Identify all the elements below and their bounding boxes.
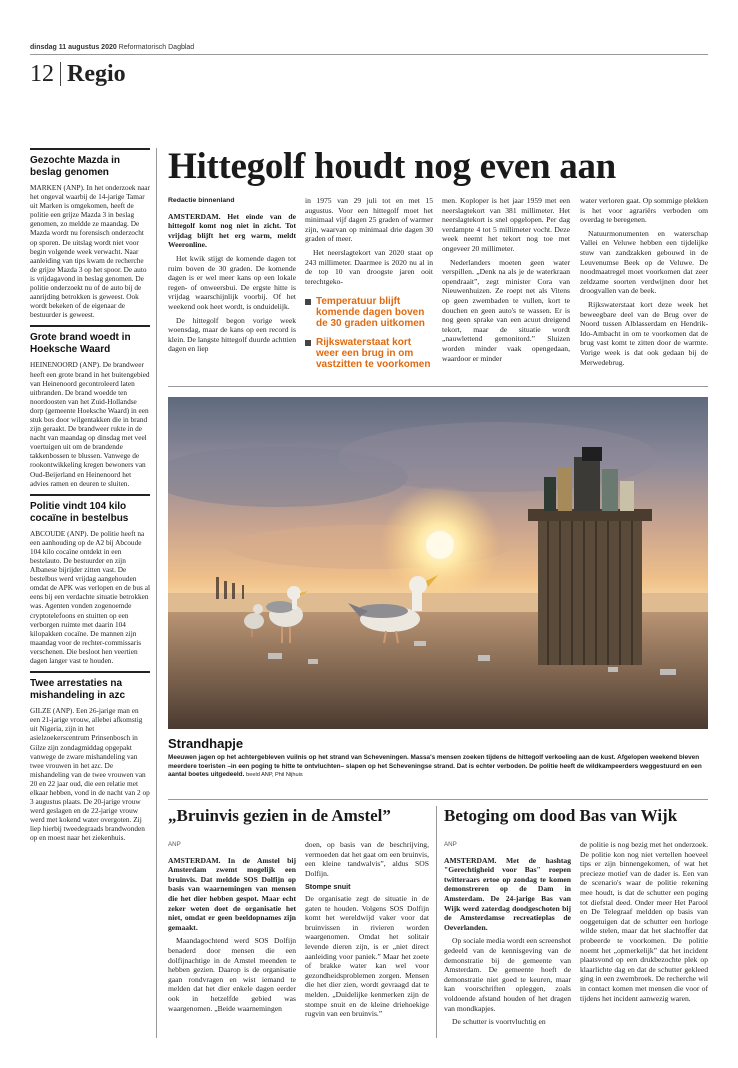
bottom-divider	[168, 799, 708, 800]
main-headline: Hittegolf houdt nog even aan	[168, 146, 616, 187]
bullet-square-icon	[305, 299, 311, 305]
article-column-2	[305, 196, 433, 378]
article-paragraph: Rijkswaterstaat kort deze week het beweegbare deel van de Brug over de Noord tussen Alblasserdam en Hendrik-Ido-Ambacht in om te voorkomen dat de brug vast komt te zitten door de warmte. Vorige week is dat ook gedaan bij de Merwedebrug.	[580, 299, 708, 367]
beach-photo	[168, 397, 708, 729]
kicker-text: Temperatuur blijft komende dagen boven de 30 graden uitkomen	[316, 296, 425, 330]
bruinvis-column-1	[168, 840, 296, 1017]
section-title: Regio	[67, 61, 126, 87]
issue-date: dinsdag 11 augustus 2020	[30, 44, 117, 51]
bas-column-1	[444, 840, 571, 1031]
kicker-text: Rijkswaterstaat kort weer een brug in om vastzitten te voorkomen	[316, 337, 431, 371]
brief-brand	[30, 325, 150, 487]
brief-body: HEINENOORD (ANP). De brandweer heeft een grote brand in het buitengebied van Heinenoord gecontroleerd laten uitbranden. De brand woedde ten noordoosten van het Zuid-Hollandse dorp (gemeente Hoeksche Waard) in een stuk bos door wilgentakken die in brand zijn geraakt. De brandweer rukte in de nacht van maandag op dinsdag met veel voertuigen uit om de brandende takkenbossen te blussen. Vanwege de rookontwikkeling kregen bewoners van Oud-Beijerland en Heinenoord het advies ramen en deuren te sluiten.	[30, 360, 150, 488]
article-lead: AMSTERDAM. Het einde van de hittegolf komt nog niet in zicht. Tot vrijdag blijft het erg warm, meldt Weeronline.	[168, 211, 296, 250]
kicker-quote	[305, 337, 433, 370]
page-heading	[30, 62, 126, 86]
article-paragraph: Maandagochtend werd SOS Dolfijn benaderd door mensen die een dolfijnachtige in de Amstel meenden te hebben gezien. Daarop is de organisatie gaan rondvragen en wist iemand te melden dat het dier enkele dagen eerder ook in hetzelfde gebied was waargenomen. „Beide waarnemingen	[168, 936, 296, 1013]
article-paragraph: De schutter is voortvluchtig en	[452, 1017, 546, 1027]
article-column-4	[580, 196, 708, 371]
caption-text: Meeuwen jagen op het achtergebleven vuilnis op het strand van Scheveningen. Massa's mensen zoeken tijdens de hittegolf verkoeling aan de kust. Afgelopen weekend bleven meerdere toeristen –in een poging te hitte te ontvluchten– slapen op het Scheveningse strand. Dat is echter verboden. De politie heeft de wildkampeerders weggestuurd en een aantal boetes uitgedeeld.	[168, 754, 702, 779]
story-divider	[436, 806, 437, 1038]
article-divider	[168, 386, 708, 387]
brief-mazda	[30, 148, 150, 319]
header-divider	[30, 54, 708, 55]
brief-title: Twee arrestaties na mishandeling in azc	[30, 678, 126, 702]
paper-name: Reformatorisch Dagblad	[118, 44, 195, 51]
brief-body: MARKEN (ANP). In het onderzoek naar het ongeval waarbij de 14-jarige Tamar uit Marken is omgekomen, heeft de politie een grijze Mazda 3 in beslag genomen, zo meldde ze maandag. De Mazda wordt nu forensisch onderzocht op sporen. De uitslag wordt niet voor begin volgende week verwacht. Naar aanleiding van tips kwam de recherche de grijze Mazda 3 op het spoor. De auto is vrijdagavond in beslag genomen. De politie onderzoekt nu of de auto bij de aanrijding betrokken is geweest. Ook wordt bekeken of de eigenaar de bestuurder is geweest.	[30, 183, 150, 320]
bruinvis-column-2	[305, 840, 429, 1023]
article-lead: AMSTERDAM. Met de hashtag "Gerechtigheid voor Bas" roepen twitteraars ertoe op zondag te komen demonstreren op de Dam in Amsterdam. De 24-jarige Bas van Wijk werd zaterdag doodgeschoten bij de Amsterdamse recreatieplas de Oeverlanden.	[444, 855, 571, 932]
article-lead: AMSTERDAM. In de Amstel bij Amsterdam zwemt mogelijk een bruinvis. Dat meldde SOS Dolfijn op basis van waarnemingen van mensen die het dier hebben gespot. Maar echt zeker weten doet de organisatie het niet, omdat er geen beeldopnames zijn gemaakt.	[168, 855, 296, 932]
source-label: ANP	[444, 841, 457, 848]
brief-body: GILZE (ANP). Een 26-jarige man en een 21-jarige vrouw, allebei afkomstig uit Nigeria, zijn in het asielzoekerscentrum Prinsenbosch in Gilze zijn zondagmiddag opgepakt vanwege de zware mishandeling van twee vrouwen in het azc. De mishandeling van de twee vrouwen van 20 en 22 jaar oud, die een relatie met elkaar hebben, vond in de nacht van 2 op 3 augustus plaats. De 20-jarige vrouw werd geslagen en de 22-jarige vrouw werd met kokend water overgoten. Zij liep hierbij tweedegraads brandwonden op en moest naar het ziekenhuis.	[30, 706, 150, 843]
news-briefs-sidebar	[30, 148, 157, 1038]
photo-caption	[168, 754, 708, 780]
brief-cocaine	[30, 494, 150, 665]
kicker-quote	[305, 296, 433, 329]
bruinvis-headline: „Bruinvis gezien in de Amstel”	[168, 806, 391, 825]
article-paragraph: De organisatie zegt de situatie in de gaten te houden. Volgens SOS Dolfijn komt het wereldwijd vaker voor dat bruinvissen in rivieren worden waargenomen. Omdat het solitair levende dieren zijn, is er „niet direct aanleiding voor paniek.” Maar het zoete of brakke water kan wel voor gezondheidsproblemen zorgen. Mensen die het dier zien, wordt gevraagd dat te melden. „Duidelijke kenmerken zijn de stompe snuit en de kleine driehoekige rugvin van een bruinvis.”	[305, 893, 429, 1019]
article-paragraph: water verloren gaat. Op sommige plekken is het voor agrariërs verboden om overdag te beregenen.	[580, 196, 708, 225]
brief-azc	[30, 671, 150, 842]
source-label: ANP	[168, 841, 181, 848]
article-paragraph: Het kwik stijgt de komende dagen tot ruim boven de 30 graden. De komende dagen is er wel meer kans op een lokale regen- of onweersbui. De ergste hitte is vrijdag waarschijnlijk voorbij. Of het weekend ook heet wordt, is onduidelijk.	[168, 253, 296, 311]
subheading: Stompe snuit	[305, 882, 351, 892]
page-number: 12	[30, 62, 61, 86]
article-paragraph: de politie is nog bezig met het onderzoek. De politie kon nog niet vertellen hoeveel tips er zijn binnengekomen, of wat het precieze motief van de dader is. Een van de scenario's waar de politie rekening mee houdt, is dat de schutter een poging tot diefstal deed. Onder meer Het Parool en De Telegraaf meldden op basis van ooggetuigen dat de schutter een horloge wilde stelen, maar dat het slachtoffer dat probeerde te voorkomen. De politie noemt het „opmerkelijk” dat het incident plaatsvond op een drukbezochte plek op klaarlichte dag en dat de schutter gekleed ging in een zwembroek. De recherche wil in contact komen met mensen die voor of tijdens het incident aanwezig waren.	[580, 840, 708, 1003]
seagulls-beach-image	[168, 397, 708, 729]
article-paragraph: men. Koploper is het jaar 1959 met een neerslagtekort van 381 millimeter. Het neerslagtekort is snel opgelopen. Per dag verdampte 4 tot 5 millimeter vocht. Deze week neemt het tekort nog toe met ongeveer 20 millimeter.	[442, 196, 570, 253]
page-dateline	[30, 44, 194, 51]
brief-title: Politie vindt 104 kilo cocaïne in bestelbus	[30, 500, 129, 524]
brief-title: Grote brand woedt in Hoeksche Waard	[30, 332, 131, 356]
bas-column-2	[580, 840, 708, 1007]
photo-title: Strandhapje	[168, 736, 244, 751]
article-paragraph: Het neerslagtekort van 2020 staat op 243 millimeter. Daarmee is 2020 nu al in de top 10 van droogste jaren ooit terechtgeko-	[305, 247, 433, 286]
article-paragraph: doen, op basis van de beschrijving, vermoeden dat het gaat om een bruinvis, een kleine tandwalvis”, aldus SOS Dolfijn.	[305, 840, 429, 878]
article-paragraph: in 1975 van 29 juli tot en met 15 augustus. Voor een hittegolf moet het minimaal vijf dagen 25 graden of warmer zijn, waarvan op minimaal drie dagen 30 graden of meer.	[305, 196, 433, 244]
article-paragraph: Nederlanders moeten geen water verspillen. „Denk na als je de waterkraan opendraait”, zegt minister Cora van Nieuwenhuizen. Ze roept net als Vitens op geen zwembaden te vullen, kort te douchen en geen auto's te wassen. Er is nog geen sprake van een acuut dreigend tekort, maar de situatie wordt „nauwlettend gemonitord.” Sluizen worden minder vaak opengedaan, waardoor er minder	[442, 257, 570, 363]
article-paragraph: Natuurmonumenten en waterschap Vallei en Veluwe hebben een tijdelijke stuw van zandzakken gebouwd in de Leuvenumse Beek op de Veluwe. De noodmaatregel moet voorkomen dat zeer zeldzame soorten verdwijnen door het droogvallen van de beek.	[580, 228, 708, 296]
article-paragraph: De hittegolf begon vorige week woensdag, maar de kans op een record is klein. De langste hittegolf duurde achttien dagen en liep	[168, 315, 296, 354]
brief-title: Gezochte Mazda in beslag genomen	[30, 155, 121, 178]
photo-credit: beeld ANP, Phil Nijhuis	[246, 772, 303, 779]
brief-body: ABCOUDE (ANP). De politie heeft na een aanhouding op de A2 bij Abcoude 104 kilo cocaïne ontdekt in een bestelauto. De bestuurder en zijn Albanese bijrijder zitten vast. De bestelbus werd vrijdag aangehouden omdat de APK was verlopen en de bus al eens bij een verdachte situatie betrokken was. Agenten vonden zogenoemde cryptotelefoons en stuitten op een verborgen ruimte met daarin 104 kilopakken cocaïne. De mannen zijn maandag voor de rechter-commissaris verschenen. Die besloot hen veertien dagen langer vast te houden.	[30, 528, 150, 666]
bas-headline: Betoging om dood Bas van Wijk	[444, 806, 678, 825]
article-paragraph: Op sociale media wordt een screenshot gedeeld van de kennisgeving van de demonstratie bij de gemeente van Amsterdam. De gemeente hoeft de demonstratie niet goed te keuren, maar kan voorschriften opleggen, zoals voldoende afstand houden of het dragen van mondkapjes.	[444, 936, 571, 1013]
article-column-3	[442, 196, 570, 367]
article-column-1	[168, 196, 296, 358]
byline: Redactie binnenland	[168, 197, 235, 204]
bullet-square-icon	[305, 340, 311, 346]
